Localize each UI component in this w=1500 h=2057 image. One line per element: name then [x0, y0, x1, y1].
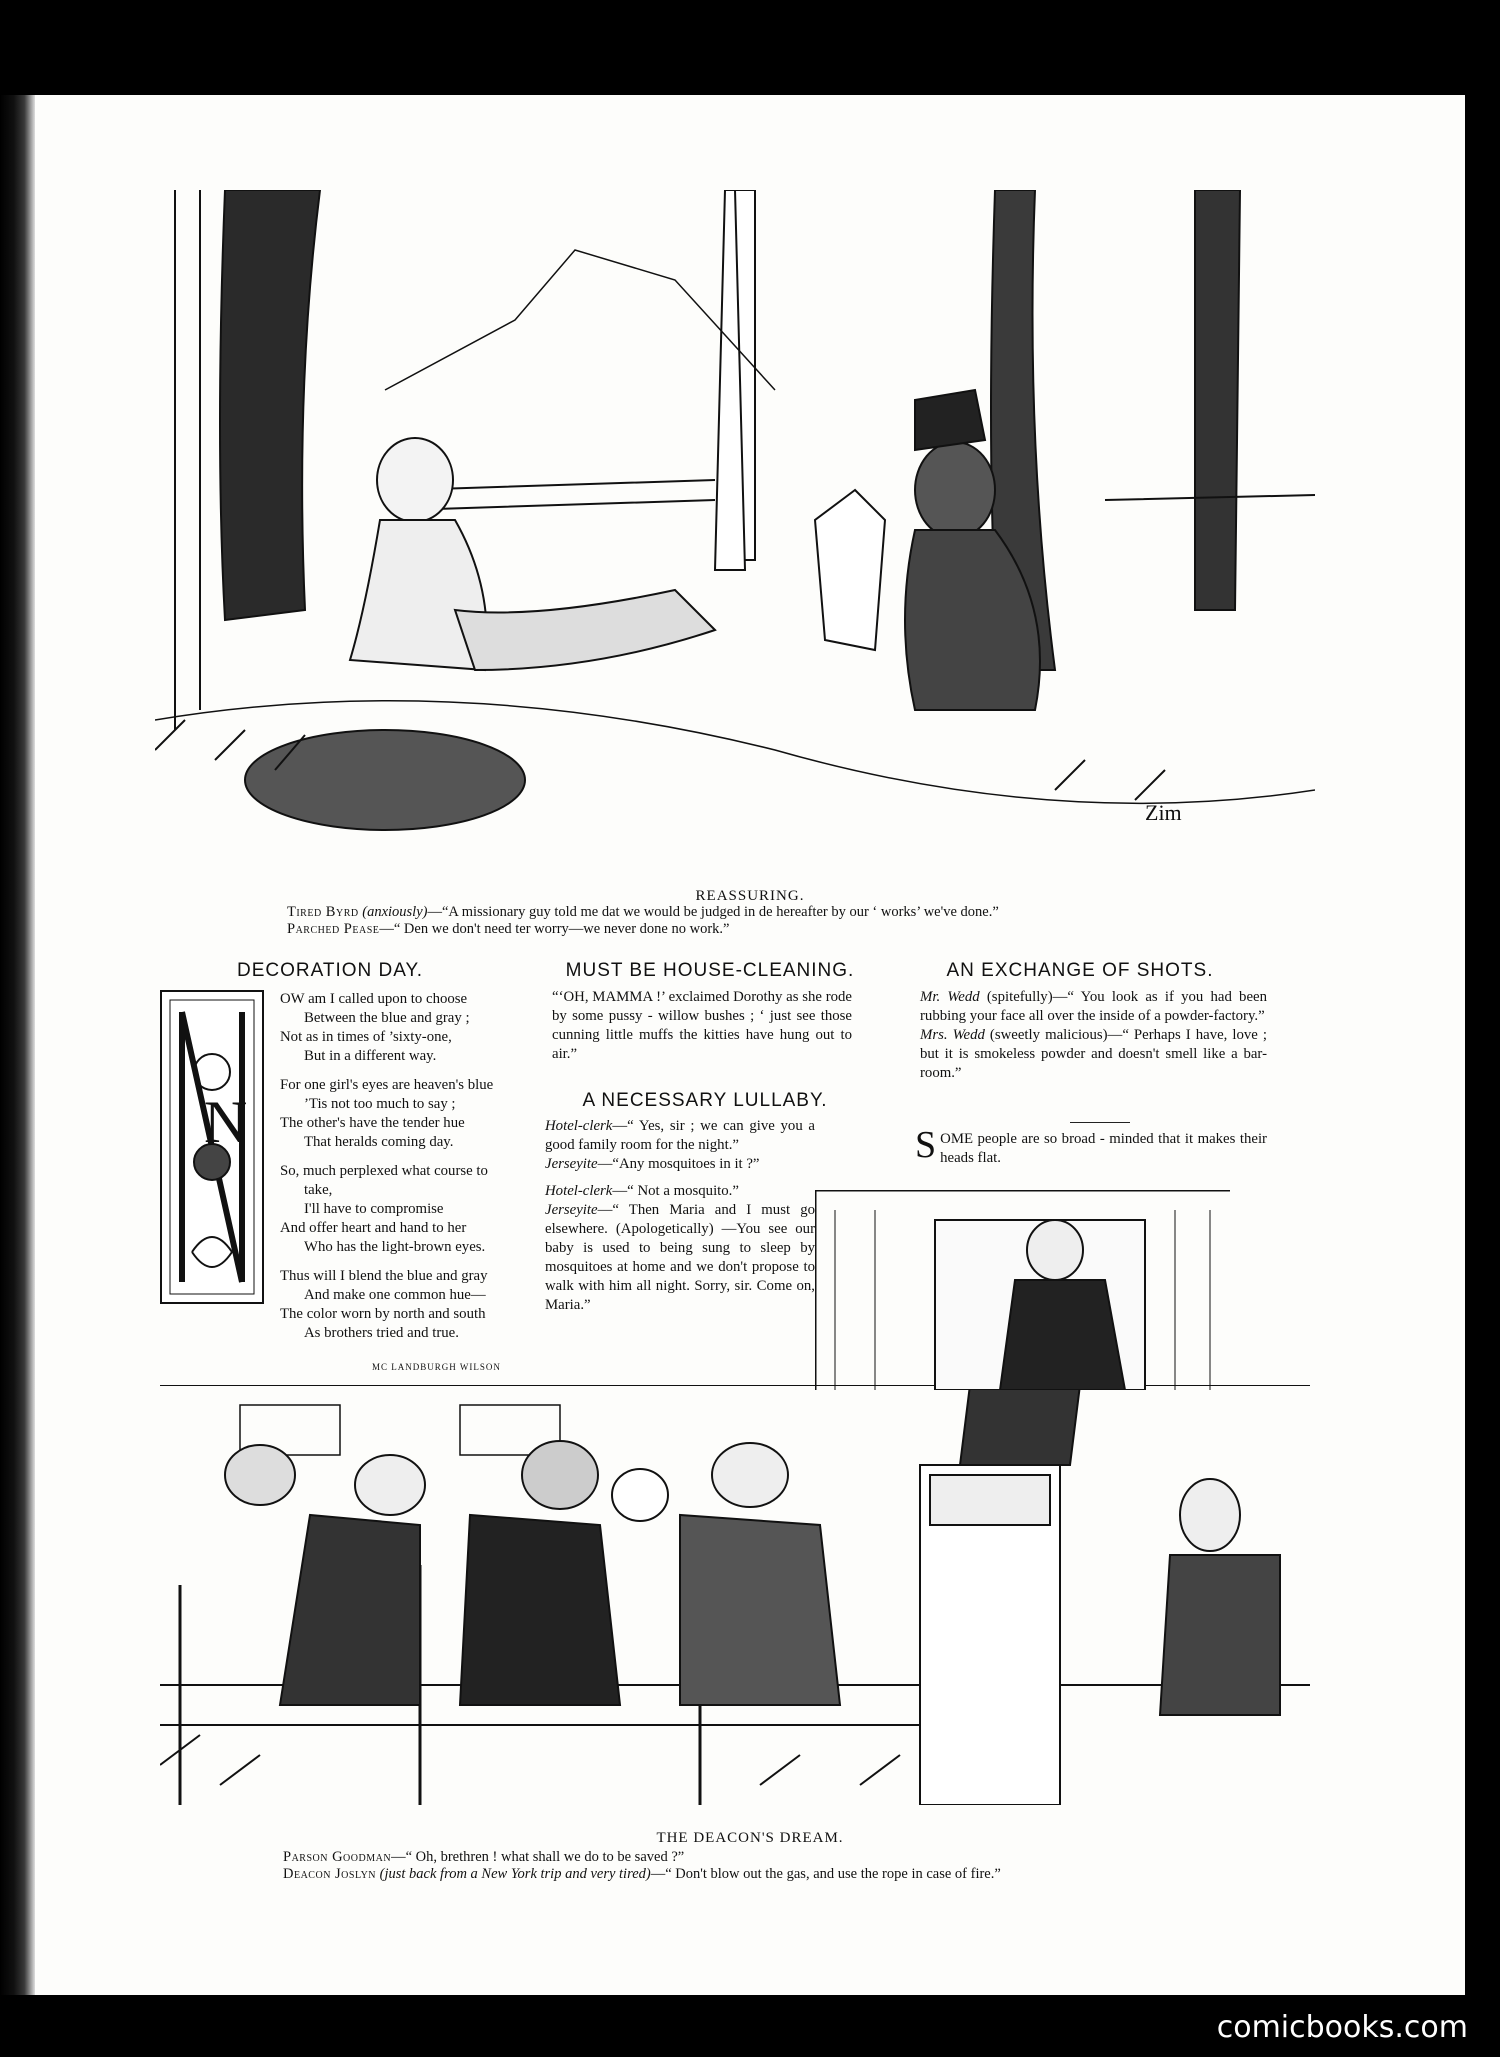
- lullaby-text: [537, 1117, 815, 1315]
- speaker-parson-goodman: Parson Goodman: [283, 1849, 392, 1865]
- dialogue: —“ Not a mosquito.”: [612, 1183, 739, 1199]
- lullaby-paragraph: [537, 1117, 815, 1155]
- artist-signature: Zim: [1145, 800, 1182, 825]
- poem-line: So, much perplexed what course to: [280, 1163, 488, 1179]
- caption-text: —“ Don't blow out the gas, and use the rope in case of fire.”: [650, 1866, 1001, 1882]
- dialogue: (sweetly malicious)—“ Perhaps I have, love ; but it is smokeless powder and doesn't smell like a bar-room.”: [920, 1027, 1268, 1081]
- speaker: Mrs. Wedd: [920, 1027, 985, 1043]
- decoration-day-poem: [272, 990, 517, 1343]
- caption-text: —“ Den we don't need ter worry—we never done no work.”: [379, 921, 730, 937]
- poem-line: ’Tis not too much to say ;: [304, 1096, 456, 1112]
- speaker: Jerseyite: [545, 1156, 598, 1172]
- stage-direction: (anxiously): [362, 904, 428, 920]
- reassuring-title: REASSURING.: [695, 888, 805, 904]
- quip-dropcap: S: [915, 1124, 937, 1166]
- dialogue: —“Any mosquitoes in it ?”: [597, 1156, 760, 1172]
- poem-line: Not as in times of ’sixty-one,: [280, 1029, 452, 1045]
- stage-direction: (just back from a New York trip and very tired): [379, 1866, 651, 1882]
- deacons-dream-caption-line-2: [283, 1866, 1001, 1883]
- dialogue: —“ Then Maria and I must go elsewhere. (Apologetically) —You see our baby is used to being sung to sleep by mosquitoes at home and we don't propose to walk with him all night. Sorry, sir. Come on, Maria.”: [545, 1202, 815, 1313]
- exchange-paragraph: [912, 1026, 1267, 1083]
- lullaby-heading: A NECESSARY LULLABY.: [582, 1090, 828, 1111]
- broad-minded-quip: [915, 1124, 1267, 1168]
- poem-line: The other's have the tender hue: [280, 1115, 465, 1131]
- speaker-parched-pease: Parched Pease: [287, 921, 380, 937]
- dropcap-letter: N: [204, 1089, 248, 1155]
- exchange-of-shots-text: [912, 988, 1267, 1083]
- page-binding-edge: [0, 95, 35, 1995]
- dialogue: —“ Yes, sir ; we can give you a good family room for the night.”: [545, 1118, 815, 1153]
- lullaby-paragraph: [537, 1182, 815, 1201]
- poem-line: Between the blue and gray ;: [304, 1010, 470, 1026]
- section-divider: [1070, 1122, 1130, 1123]
- speaker: Jerseyite: [545, 1202, 598, 1218]
- quip-text: OME people are so broad - minded that it makes their heads flat.: [940, 1131, 1267, 1166]
- speaker: Hotel-clerk: [545, 1118, 613, 1134]
- decoration-day-heading: DECORATION DAY.: [236, 960, 424, 981]
- lullaby-paragraph: [537, 1155, 815, 1174]
- poem-author: MC LANDBURGH WILSON: [372, 1362, 501, 1372]
- poem-line: For one girl's eyes are heaven's blue: [280, 1077, 494, 1093]
- house-cleaning-heading: MUST BE HOUSE-CLEANING.: [565, 960, 855, 981]
- poem-line: And make one common hue—: [304, 1287, 486, 1303]
- poem-line: And offer heart and hand to her: [280, 1220, 467, 1236]
- dropcap-ornament: [160, 990, 264, 1304]
- reassuring-caption-line-2: [287, 921, 729, 938]
- poem-line: That heralds coming day.: [304, 1134, 454, 1150]
- speaker-deacon-joslyn: Deacon Joslyn: [283, 1866, 377, 1882]
- deacons-dream-illustration: [160, 1385, 1310, 1805]
- speaker: Hotel-clerk: [545, 1183, 613, 1199]
- pulpit-background-panel: [815, 1190, 1230, 1390]
- poem-line: I'll have to compromise: [304, 1201, 444, 1217]
- poem-line: OW am I called upon to choose: [280, 991, 468, 1007]
- exchange-of-shots-heading: AN EXCHANGE OF SHOTS.: [946, 960, 1214, 981]
- speaker-tired-byrd: Tired Byrd: [287, 904, 359, 920]
- caption-text: —“ Oh, brethren ! what shall we do to be saved ?”: [391, 1849, 685, 1865]
- house-cleaning-text: “‘OH, MAMMA !’ exclaimed Dorothy as she rode by some pussy - willow bushes ; ‘ just see those cunning little muffs the kitties have hung out to air.”: [552, 989, 852, 1062]
- poem-line: Who has the light-brown eyes.: [304, 1239, 486, 1255]
- exchange-paragraph: [912, 988, 1267, 1026]
- reassuring-caption-line-1: [287, 904, 999, 921]
- dialogue: (spitefully)—“ You look as if you had been rubbing your face all over the inside of a powder-factory.”: [920, 989, 1267, 1024]
- poem-line: The color worn by north and south: [280, 1306, 486, 1322]
- lullaby-paragraph: [537, 1201, 815, 1315]
- caption-text: —“A missionary guy told me dat we would be judged in de hereafter by our ‘ works’ we've done.”: [427, 904, 999, 920]
- reassuring-illustration: [155, 190, 1315, 880]
- deacons-dream-title: THE DEACON'S DREAM.: [656, 1830, 844, 1846]
- speaker: Mr. Wedd: [920, 989, 980, 1005]
- poem-line: take,: [304, 1182, 333, 1198]
- ornament-illustration: [162, 992, 262, 1302]
- deacons-dream-caption-line-1: [283, 1849, 684, 1866]
- site-watermark: comicbooks.com: [1216, 2010, 1468, 2045]
- poem-line: Thus will I blend the blue and gray: [280, 1268, 488, 1284]
- poem-line: But in a different way.: [304, 1048, 437, 1064]
- poem-line: As brothers tried and true.: [304, 1325, 459, 1341]
